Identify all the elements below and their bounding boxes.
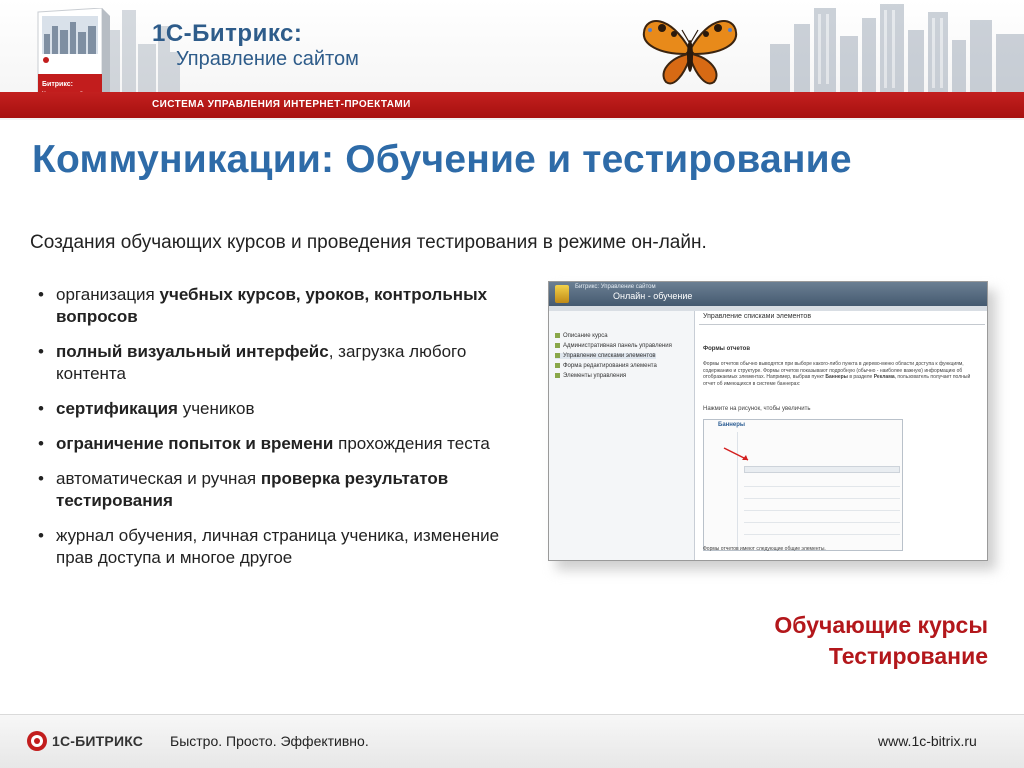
screenshot-section-title: Онлайн - обучение bbox=[613, 291, 693, 301]
footer-url-link[interactable]: www.1c-bitrix.ru bbox=[878, 733, 977, 749]
caption-line-2: Тестирование bbox=[828, 643, 988, 669]
brand-subtitle: Управление сайтом bbox=[176, 48, 359, 70]
city-skyline-icon bbox=[700, 0, 1024, 92]
screenshot-main-heading: Управление списками элементов bbox=[703, 313, 812, 320]
feature-item: • полный визуальный интерфейс, загрузка любого контента bbox=[36, 341, 536, 385]
feature-list bbox=[36, 284, 536, 582]
screenshot-paragraph: Формы отчетов обычно выводятся при выборе какого-либо пункта в дерево-меню области доступа к функциям, содержанию и структуре. Формы отчетов показывают подробную (обычно - наиболее важную) информацию об отображаемых элементах. Например, выбрав пункт Баннеры в разделе Реклама, пользователь получает полный отчет об имеющихся в системе баннерах: bbox=[703, 361, 971, 387]
app-screenshot[interactable] bbox=[548, 281, 988, 561]
feature-item: • ограничение попыток и времени прохождения теста bbox=[36, 433, 536, 455]
screenshot-app-name: Битрикс: Управление сайтом bbox=[575, 284, 656, 290]
slide-title: Коммуникации: Обучение и тестирование bbox=[32, 138, 852, 181]
red-arrow-icon bbox=[722, 446, 752, 464]
butterfly-icon bbox=[640, 10, 740, 88]
bitrix-logo-icon bbox=[26, 730, 48, 752]
screenshot-main bbox=[695, 311, 988, 561]
feature-item: • журнал обучения, личная страница ученика, изменение прав доступа и многое другое bbox=[36, 525, 536, 569]
app-logo-icon bbox=[555, 285, 569, 303]
screenshot-divider bbox=[699, 324, 985, 325]
footer-slogan: Быстро. Просто. Эффективно. bbox=[170, 733, 369, 749]
grid-row bbox=[744, 534, 900, 535]
grid-row bbox=[744, 510, 900, 511]
screenshot-sidebar-item[interactable]: Описание курса bbox=[555, 333, 608, 339]
grid-row bbox=[744, 486, 900, 487]
screenshot-sidebar-item[interactable]: Административная панель управления bbox=[555, 343, 672, 349]
screenshot-inner-window[interactable] bbox=[703, 419, 903, 551]
red-caption bbox=[640, 610, 988, 672]
header-tagline: СИСТЕМА УПРАВЛЕНИЯ ИНТЕРНЕТ-ПРОЕКТАМИ bbox=[152, 99, 411, 110]
feature-item: • сертификация учеников bbox=[36, 398, 536, 420]
screenshot-footer-text: Формы отчетов имеют следующие общие элементы. bbox=[703, 546, 826, 552]
screenshot-click-hint: Нажмите на рисунок, чтобы увеличить bbox=[703, 406, 811, 412]
grid-row bbox=[744, 522, 900, 523]
caption-line-1: Обучающие курсы bbox=[774, 612, 988, 638]
inner-window-toolbar bbox=[744, 466, 900, 473]
grid-row bbox=[744, 498, 900, 499]
feature-item: • автоматическая и ручная проверка результатов тестирования bbox=[36, 468, 536, 512]
feature-item: • организация учебных курсов, уроков, контрольных вопросов bbox=[36, 284, 536, 328]
screenshot-subheading: Формы отчетов bbox=[703, 346, 751, 352]
slide-footer bbox=[0, 714, 1024, 768]
inner-window-title: Баннеры bbox=[718, 422, 746, 428]
screenshot-sidebar bbox=[549, 311, 695, 561]
screenshot-sidebar-item[interactable]: Управление списками элементов bbox=[555, 353, 656, 359]
footer-logo-text: 1С-БИТРИКС bbox=[52, 733, 144, 749]
screenshot-topbar bbox=[549, 282, 988, 306]
brand-title: 1С-Битрикс: bbox=[152, 20, 303, 47]
inner-window-grid bbox=[744, 480, 900, 546]
screenshot-sidebar-item[interactable]: Элементы управления bbox=[555, 373, 626, 379]
screenshot-sidebar-item[interactable]: Форма редактирования элемента bbox=[555, 363, 657, 369]
svg-text:Битрикс:: Битрикс: bbox=[42, 81, 73, 88]
slide-intro: Создания обучающих курсов и проведения тестирования в режиме он-лайн. bbox=[30, 232, 707, 253]
